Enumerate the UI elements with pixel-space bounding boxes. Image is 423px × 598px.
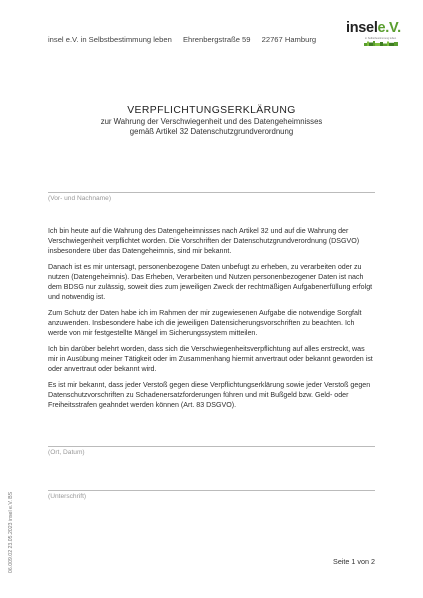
name-field-caption: (Vor- und Nachname) xyxy=(48,195,112,202)
paragraph-2: Danach ist es mir untersagt, personenbezogene Daten unbefugt zu erheben, zu verarbeiten oder zu nutzen (Datengeheimnis). Das Erheben, Verarbeiten und Nutzen personenbezogener Daten ist nach dem BDSG nur zulässig, soweit dies zum jeweiligen Zweck der rechtmäßigen Aufgabenerfüllung erfolgt und notwendig ist. xyxy=(48,263,373,301)
place-date-caption: (Ort, Datum) xyxy=(48,449,85,456)
organization-name: insel e.V. in Selbstbestimmung leben xyxy=(48,35,172,44)
page-number: Seite 1 von 2 xyxy=(333,557,375,566)
signature-field[interactable] xyxy=(48,490,375,500)
logo-wordmark: insele.V. xyxy=(346,20,401,36)
street-address: Ehrenbergstraße 59 xyxy=(182,35,251,44)
signature-line xyxy=(48,490,375,491)
paragraph-5: Es ist mir bekannt, dass jeder Verstoß gegen diese Verpflichtungserklärung sowie jeder Verstoß gegen Datenschutzvorschriften zu Schadenersatzforderungen führen und mit Bußgeld bzw. Geld- oder Freiheitsstrafen geahndet werden können (Art. 83 DSGVO). xyxy=(48,380,371,409)
document-subtitle-line-1: zur Wahrung der Verschwiegenheit und des Datengeheimnisses xyxy=(100,117,323,126)
name-field[interactable] xyxy=(48,192,375,202)
document-side-code: 06.009.02 23.05.2023 insel e.V. BS xyxy=(8,491,14,573)
name-field-line xyxy=(48,192,375,193)
signature-caption: (Unterschrift) xyxy=(48,493,87,500)
document-title-block xyxy=(48,105,375,137)
logo-tagline: in Selbstbestimmung leben xyxy=(365,37,397,40)
place-date-line xyxy=(48,446,375,447)
place-date-field[interactable] xyxy=(48,446,375,456)
paragraph-4: Ich bin darüber belehrt worden, dass sich die Verschwiegenheitsverpflichtung auf alles erstreckt, was mir in Ausübung meiner Tätigkeit oder im Zusammenhang hiermit anvertraut oder bekannt geworden ist oder anvertraut oder bekannt wird. xyxy=(48,344,373,373)
logo-skyline-graphic xyxy=(364,41,398,46)
paragraph-1: Ich bin heute auf die Wahrung des Datengeheimnisses nach Artikel 32 und auf die Wahrung der Verschwiegenheit verpflichtet worden. Die Vorschriften der Datenschutzgrundverordnung (DSGVO) insbesondere über das Datengeheimnis, sind mir bekannt. xyxy=(48,227,360,255)
postal-city: 22767 Hamburg xyxy=(261,35,317,44)
letterhead-address xyxy=(48,35,325,44)
document-subtitle-line-2: gemäß Artikel 32 Datenschutzgrundverordnung xyxy=(129,127,294,136)
document-title: VERPFLICHTUNGSERKLÄRUNG xyxy=(127,105,296,116)
paragraph-3: Zum Schutz der Daten habe ich im Rahmen der mir zugewiesenen Aufgabe die notwendige Sorgfalt anzuwenden. Insbesondere habe ich die jeweiligen Datensicherungsvorschriften zu beachten. Ich werde von mir festgestellte Mängel im Sicherungssystem mitteilen. xyxy=(48,308,362,337)
declaration-body xyxy=(48,227,375,417)
insel-logo xyxy=(346,20,401,48)
